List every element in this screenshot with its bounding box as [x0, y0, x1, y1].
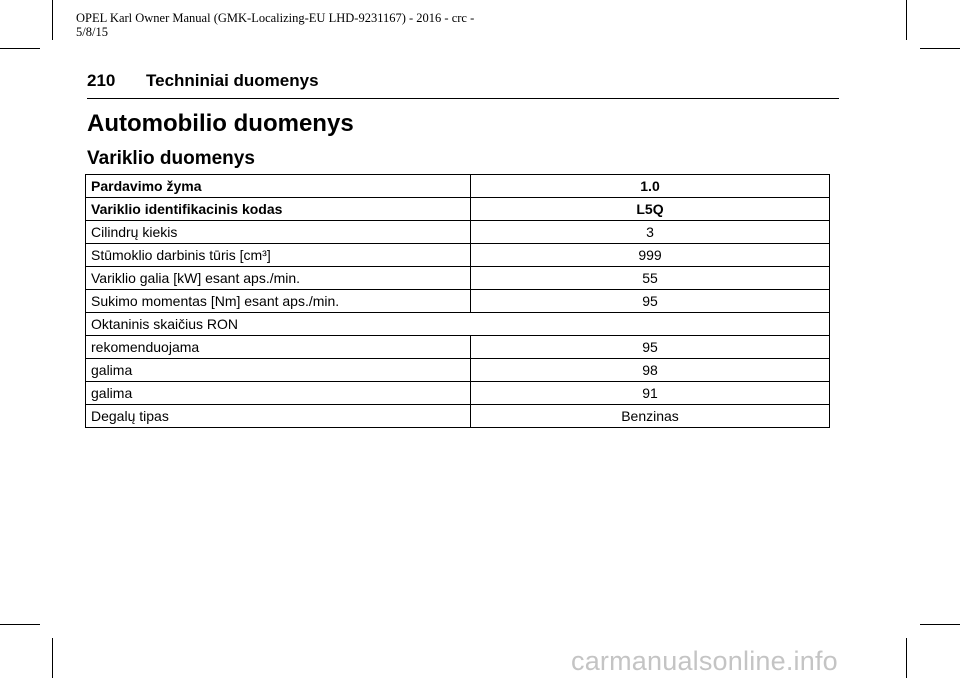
engine-data-table	[85, 174, 830, 428]
row-label: Sukimo momentas [Nm] esant aps./min.	[86, 290, 471, 313]
row-value: 91	[471, 382, 830, 405]
row-label: Stūmoklio darbinis tūris [cm³]	[86, 244, 471, 267]
table-row	[86, 244, 830, 267]
crop-mark-bottom-right	[906, 638, 907, 678]
table-row	[86, 267, 830, 290]
table-row	[86, 221, 830, 244]
section-subtitle: Variklio duomenys	[87, 148, 255, 169]
row-label: Variklio galia [kW] esant aps./min.	[86, 267, 471, 290]
crop-mark-top-left	[52, 0, 53, 40]
table-row	[86, 198, 830, 221]
row-value: 95	[471, 336, 830, 359]
table-row	[86, 382, 830, 405]
table-row	[86, 290, 830, 313]
row-label: Pardavimo žyma	[86, 175, 471, 198]
print-metadata-line-2: 5/8/15	[76, 25, 108, 39]
row-value: Benzinas	[471, 405, 830, 428]
crop-mark-top-right	[906, 0, 907, 40]
table-row	[86, 336, 830, 359]
row-label: galima	[86, 382, 471, 405]
row-value: 95	[471, 290, 830, 313]
row-value: 999	[471, 244, 830, 267]
page-header	[87, 71, 319, 91]
row-value: 1.0	[471, 175, 830, 198]
row-label: Variklio identifikacinis kodas	[86, 198, 471, 221]
row-label: galima	[86, 359, 471, 382]
page-title: Automobilio duomenys	[87, 110, 354, 137]
header-rule	[87, 98, 839, 99]
section-title: Techniniai duomenys	[146, 71, 319, 90]
table-row	[86, 175, 830, 198]
engine-data-table-body	[86, 175, 830, 428]
row-label: Degalų tipas	[86, 405, 471, 428]
crop-mark-top-left-h	[0, 48, 40, 49]
crop-mark-bottom-right-h	[920, 624, 960, 625]
crop-mark-bottom-left-h	[0, 624, 40, 625]
print-metadata	[76, 11, 474, 39]
table-row	[86, 405, 830, 428]
table-row	[86, 313, 830, 336]
row-value: L5Q	[471, 198, 830, 221]
table-row	[86, 359, 830, 382]
crop-mark-bottom-left	[52, 638, 53, 678]
crop-mark-top-right-h	[920, 48, 960, 49]
row-label: rekomenduojama	[86, 336, 471, 359]
row-value: 98	[471, 359, 830, 382]
row-label: Cilindrų kiekis	[86, 221, 471, 244]
watermark: carmanualsonline.info	[571, 646, 838, 676]
row-label: Oktaninis skaičius RON	[86, 313, 830, 336]
page-number: 210	[87, 71, 116, 90]
row-value: 3	[471, 221, 830, 244]
row-value: 55	[471, 267, 830, 290]
print-metadata-line-1: OPEL Karl Owner Manual (GMK-Localizing-EU LHD-9231167) - 2016 - crc -	[76, 11, 475, 25]
